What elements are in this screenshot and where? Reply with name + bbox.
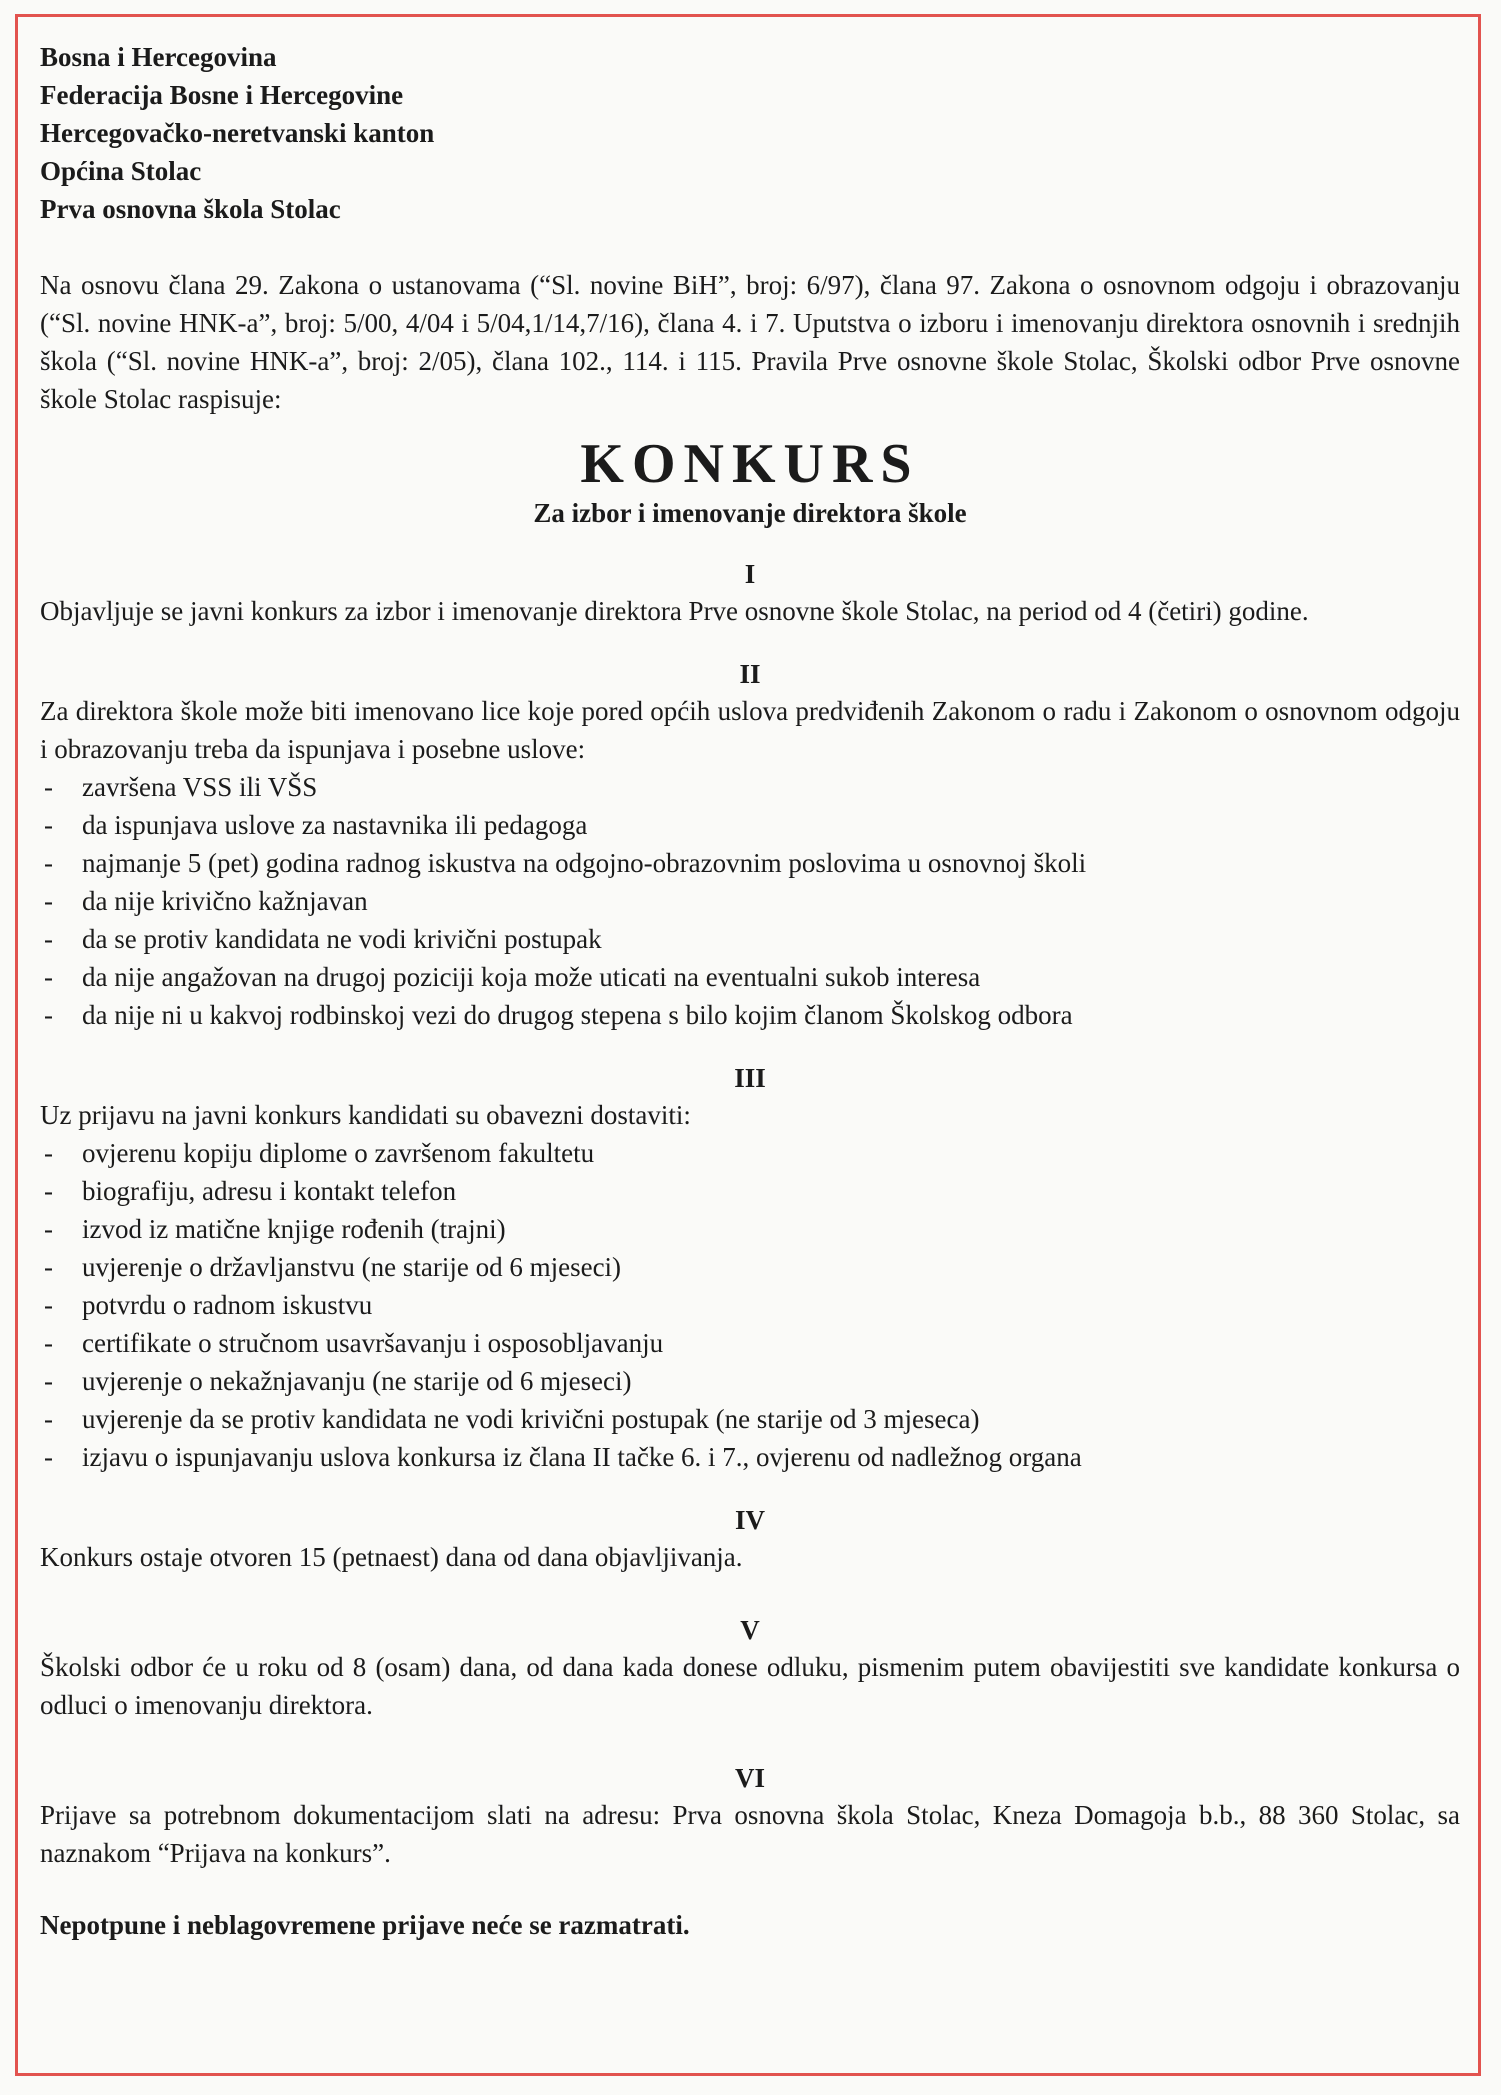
section-i [40, 556, 1460, 630]
section-number: II [739, 659, 761, 689]
header-country: Bosna i Hercegovina [40, 42, 277, 72]
section-text: Uz prijavu na javni konkurs kandidati su obavezni dostaviti: [40, 1100, 691, 1130]
section-text: Za direktora škole može biti imenovano lice koje pored općih uslova predviđenih Zakonom o radu i Zakonom o osnovnom odgoju i obrazovanju treba da ispunjava i posebne uslove: [40, 696, 1460, 764]
document-subtitle: Za izbor i imenovanje direktora škole [533, 498, 967, 528]
header-canton: Hercegovačko-neretvanski kanton [40, 118, 435, 148]
document-title: KONKURS [580, 433, 920, 495]
list-item: - najmanje 5 (pet) godina radnog iskustva na odgojno-obrazovnim poslovima u osnovnoj školi [40, 844, 1460, 882]
section-iv [40, 1502, 1460, 1576]
document-content [40, 38, 1460, 1944]
section-number: III [734, 1063, 766, 1093]
closing-note: Nepotpune i neblagovremene prijave neće se razmatrati. [40, 1910, 690, 1940]
header-school: Prva osnovna škola Stolac [40, 194, 341, 224]
section-number: IV [734, 1505, 765, 1535]
section-text: Konkurs ostaje otvoren 15 (petnaest) dana od dana objavljivanja. [40, 1542, 743, 1572]
section-iii [40, 1060, 1460, 1476]
list-item: - da nije krivično kažnjavan [40, 882, 1460, 920]
list-item: - da se protiv kandidata ne vodi krivični postupak [40, 920, 1460, 958]
list-item: - da ispunjava uslove za nastavnika ili pedagoga [40, 806, 1460, 844]
section-text: Objavljuje se javni konkurs za izbor i imenovanje direktora Prve osnovne škole Stolac, na period od 4 (četiri) godine. [40, 596, 1309, 626]
list-item: - uvjerenje da se protiv kandidata ne vodi krivični postupak (ne starije od 3 mjeseca) [40, 1400, 1460, 1438]
list-item: - potvrdu o radnom iskustvu [40, 1286, 1460, 1324]
list-item: - biografiju, adresu i kontakt telefon [40, 1172, 1460, 1210]
section-text: Školski odbor će u roku od 8 (osam) dana, od dana kada donese odluku, pismenim putem obavijestiti sve kandidate konkursa o odluci o imenovanju direktora. [40, 1652, 1460, 1720]
legal-basis-paragraph: Na osnovu člana 29. Zakona o ustanovama (“Sl. novine BiH”, broj: 6/97), člana 97. Zakona o osnovnom odgoju i obrazovanju (“Sl. novine HNK-a”, broj: 5/00, 4/04 i 5/04,1/14,7/16), člana 4. i 7. Uputstva o izboru i imenovanju direktora osnovnih i srednjih škola (“Sl. novine HNK-a”, broj: 2/05), člana 102., 114. i 115. Pravila Prve osnovne škole Stolac, Školski odbor Prve osnovne škole Stolac raspisuje: [40, 270, 1460, 414]
list-item: - da nije ni u kakvoj rodbinskoj vezi do drugog stepena s bilo kojim članom Školskog odbora [40, 996, 1460, 1034]
list-item: - ovjerenu kopiju diplome o završenom fakultetu [40, 1134, 1460, 1172]
section-text: Prijave sa potrebnom dokumentacijom slati na adresu: Prva osnovna škola Stolac, Kneza Domagoja b.b., 88 360 Stolac, sa naznakom “Prijava na konkurs”. [40, 1800, 1460, 1868]
list-item: - uvjerenje o državljanstvu (ne starije od 6 mjeseci) [40, 1248, 1460, 1286]
requirements-list [40, 768, 1460, 1034]
section-vi [40, 1760, 1460, 1872]
list-item: - certifikate o stručnom usavršavanju i osposobljavanju [40, 1324, 1460, 1362]
section-number: V [740, 1615, 760, 1645]
list-item: - završena VSS ili VŠS [40, 768, 1460, 806]
section-ii [40, 656, 1460, 1034]
section-number: VI [734, 1763, 765, 1793]
header-federation: Federacija Bosne i Hercegovine [40, 80, 404, 110]
list-item: - uvjerenje o nekažnjavanju (ne starije od 6 mjeseci) [40, 1362, 1460, 1400]
section-number: I [744, 559, 756, 589]
documents-list [40, 1134, 1460, 1476]
list-item: - izjavu o ispunjavanju uslova konkursa iz člana II tačke 6. i 7., ovjerenu od nadležnog organa [40, 1438, 1460, 1476]
header-municipality: Općina Stolac [40, 156, 202, 186]
list-item: - da nije angažovan na drugoj poziciji koja može uticati na eventualni sukob interesa [40, 958, 1460, 996]
section-v [40, 1612, 1460, 1724]
list-item: - izvod iz matične knjige rođenih (trajni) [40, 1210, 1460, 1248]
issuer-header [40, 38, 1460, 228]
